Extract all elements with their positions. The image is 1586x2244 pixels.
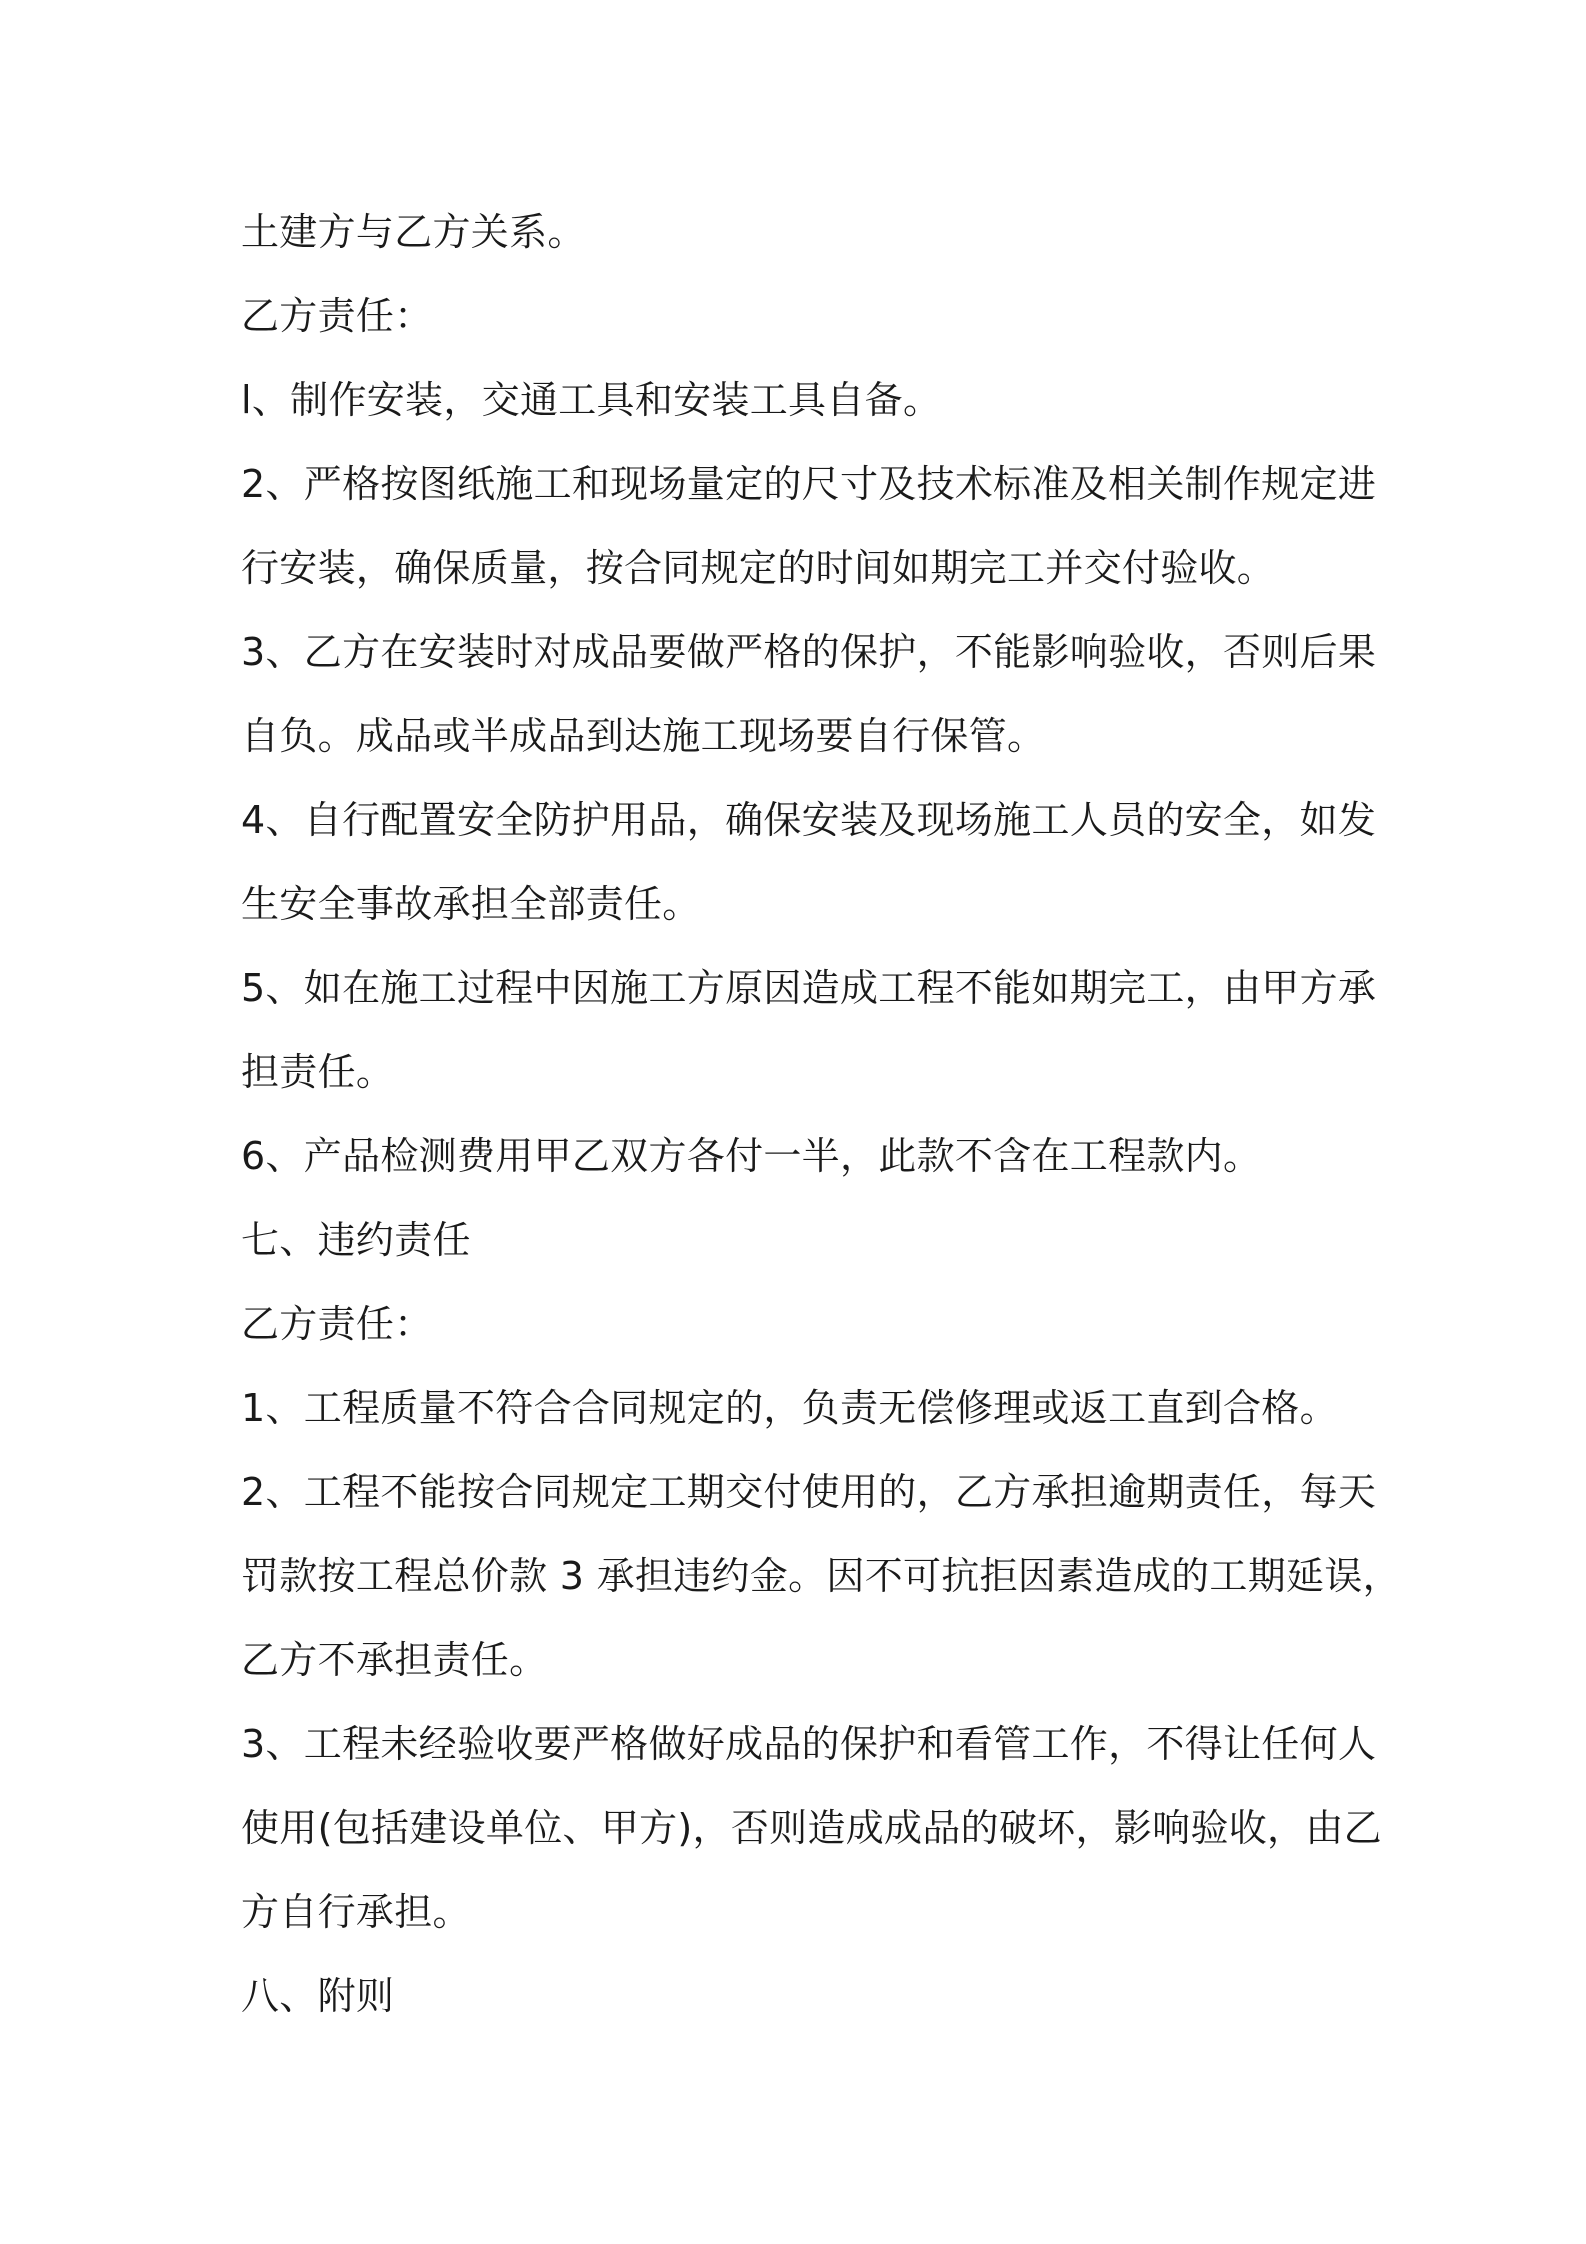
list-item-continuation: 行安装，确保质量，按合同规定的时间如期完工并交付验收。 <box>241 546 1276 590</box>
list-item: 3、工程未经验收要严格做好成品的保护和看管工作，不得让任何人 <box>241 1722 1377 1766</box>
list-item: 1、工程质量不符合合同规定的，负责无偿修理或返工直到合格。 <box>241 1386 1338 1430</box>
list-item: 2、工程不能按合同规定工期交付使用的，乙方承担逾期责任，每天 <box>241 1470 1377 1514</box>
list-item: 4、自行配置安全防护用品，确保安装及现场施工人员的安全，如发 <box>241 798 1377 842</box>
list-item-continuation: 担责任。 <box>241 1050 395 1094</box>
section-label: 乙方责任： <box>241 1302 433 1346</box>
list-item-continuation: 乙方不承担责任。 <box>241 1638 548 1682</box>
list-item: 5、如在施工过程中因施工方原因造成工程不能如期完工，由甲方承 <box>241 966 1377 1010</box>
list-item-continuation: 方自行承担。 <box>241 1890 471 1934</box>
section-heading: 八、附则 <box>241 1974 395 2018</box>
list-item: 2、严格按图纸施工和现场量定的尺寸及技术标准及相关制作规定进 <box>241 462 1377 506</box>
list-item-continuation: 自负。成品或半成品到达施工现场要自行保管。 <box>241 714 1046 758</box>
document-body <box>241 190 1401 2038</box>
list-item-continuation: 罚款按工程总价款 3 承担违约金。因不可抗拒因素造成的工期延误， <box>241 1554 1401 1598</box>
paragraph-line: 土建方与乙方关系。 <box>241 210 586 254</box>
list-item: 3、乙方在安装时对成品要做严格的保护，不能影响验收，否则后果 <box>241 630 1377 674</box>
list-item-continuation: 使用(包括建设单位、甲方)，否则造成成品的破坏，影响验收，由乙 <box>241 1806 1382 1850</box>
list-item: 6、产品检测费用甲乙双方各付一半，此款不含在工程款内。 <box>241 1134 1262 1178</box>
section-label: 乙方责任： <box>241 294 433 338</box>
list-item: l、制作安装，交通工具和安装工具自备。 <box>241 378 942 422</box>
list-item-continuation: 生安全事故承担全部责任。 <box>241 882 701 926</box>
section-heading: 七、违约责任 <box>241 1218 471 1262</box>
